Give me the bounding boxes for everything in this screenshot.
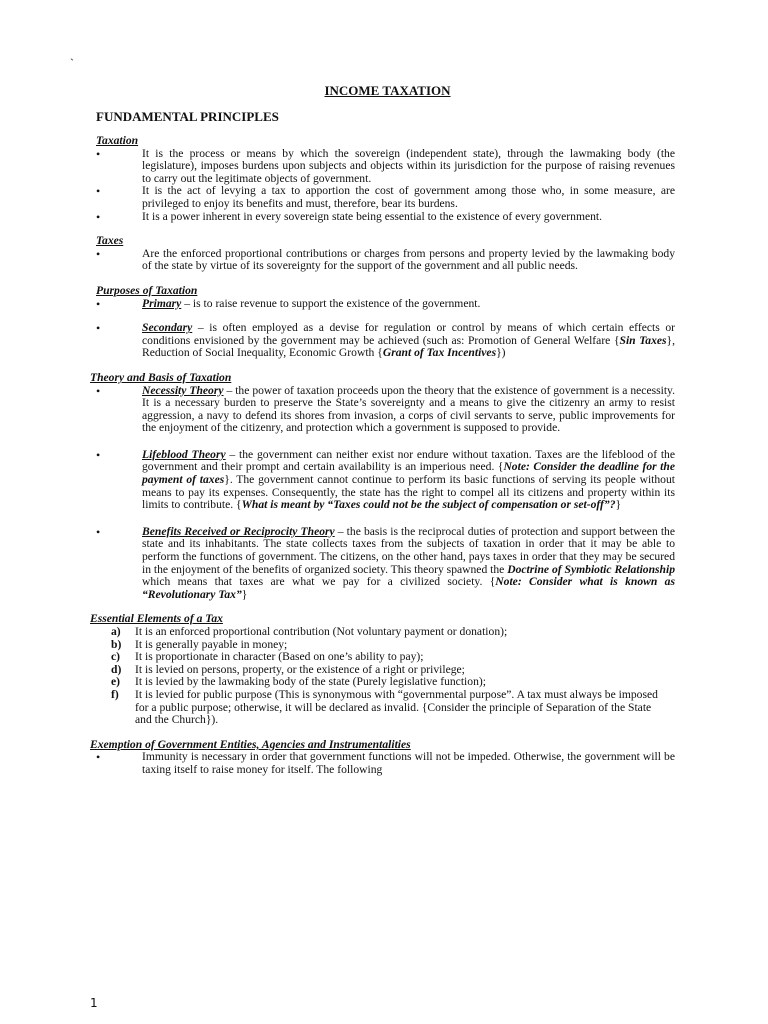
list-item: • Immunity is necessary in order that government functions will not be impeded. Otherwise, the government will be taxing itself to raise money for itself. The following [96, 750, 675, 776]
page-number: 1 [90, 996, 98, 1010]
list-item: • Secondary – is often employed as a devise for regulation or control by means of which certain effects or conditions envisioned by the government may be achieved (such as: Promotion of General Welfare {Sin Taxes}, Reduction of Social Inequality, Economic Growth {Grant of Tax Incentives}) [96, 321, 675, 360]
bullet-icon: • [96, 383, 101, 398]
section-heading: FUNDAMENTAL PRINCIPLES [96, 109, 279, 124]
heading-theory: Theory and Basis of Taxation [90, 370, 232, 384]
bullet-icon: • [96, 246, 101, 261]
heading-taxation: Taxation [96, 134, 139, 147]
heading-elements: Essential Elements of a Tax [90, 612, 223, 626]
list-item: • Lifeblood Theory – the government can neither exist nor endure without taxation. Taxes are the lifeblood of the government and their prompt and certain availability is an imperious need. {Note: Consider the deadline for the payment of taxes}. The government cannot continue to perform its basic functions of serving its people without means to pay its expenses. Consequently, the state has the right to compel all its citizens and property within its limits to contribute. {What is meant by “Taxes could not be the subject of compensation or set-off”?} [96, 447, 675, 512]
document-body [0, 135, 768, 777]
bullet-icon: • [96, 146, 101, 161]
list-item: • Benefits Received or Reciprocity Theory – the basis is the reciprocal duties of protection and support between the state and its inhabitants. The state collects taxes from the subjects of taxation in order that it may be able to perform the functions of government. The citizens, on the other hand, pays taxes in order that they may be secured in the enjoyment of the benefits of organized society. This theory spawned the Doctrine of Symbiotic Relationship which means that taxes are what we pay for a civilized society. {Note: Consider what is known as “Revolutionary Tax”} [96, 524, 676, 601]
bullet-icon: • [96, 184, 101, 199]
list-item: • Necessity Theory – the power of taxation proceeds upon the theory that the existence of government is a necessity. It is a necessary burden to preserve the State’s sovereignty and a means to give the citizenry an army to resist aggression, a navy to defend its shores from invasion, a corps of civil servants to serve, public improvements for the enjoyment of the citizenry, and protection which a government is supposed to provide. [96, 383, 676, 435]
list-item: • Primary – is to raise revenue to support the existence of the government. [96, 296, 481, 311]
list-item: c) It is proportionate in character (Based on one’s ability to pay); [111, 650, 424, 664]
list-item: a) It is an enforced proportional contribution (Not voluntary payment or donation); [111, 625, 508, 638]
list-item: b) It is generally payable in money; [111, 637, 288, 651]
list-item: • Are the enforced proportional contributions or charges from persons and property levied by the lawmaking body of the state by virtue of its sovereignty for the support of the government and all public needs. [96, 246, 675, 273]
list-item: • It is the act of levying a tax to apportion the cost of government among those who, in some measure, are privileged to enjoy its benefits and must, therefore, bear its burdens. [96, 184, 675, 210]
document-title: INCOME TAXATION [324, 83, 451, 98]
list-item: d) It is levied on persons, property, or the existence of a right or privilege; [111, 662, 465, 676]
bullet-icon: • [96, 524, 101, 539]
bullet-icon: • [96, 209, 101, 224]
heading-purposes: Purposes of Taxation [96, 283, 198, 297]
heading-taxes: Taxes [96, 234, 124, 248]
bullet-icon: • [96, 296, 101, 311]
bullet-icon: • [96, 447, 101, 462]
list-item: • It is the process or means by which the sovereign (independent state), through the lawmaking body (the legislature), imposes burdens upon subjects and objects within its jurisdiction for the purpose of raising revenues to carry out the legitimate objects of government. [96, 146, 675, 185]
list-item: f) It is levied for public purpose (This is synonymous with “governmental purpose”. A tax must always be imposed for a public purpose; otherwise, it will be declared as invalid. {Consider the principle of Separation of the State and the Church}). [111, 687, 658, 727]
list-item: • It is a power inherent in every sovereign state being essential to the existence of every government. [96, 209, 603, 224]
bullet-icon: • [96, 750, 101, 765]
list-item: e) It is levied by the lawmaking body of the state (Purely legislative function); [111, 675, 486, 689]
heading-exemption: Exemption of Government Entities, Agencies and Instrumentalities [90, 737, 411, 751]
bullet-icon: • [96, 321, 101, 336]
stray-mark: ` [70, 56, 74, 70]
